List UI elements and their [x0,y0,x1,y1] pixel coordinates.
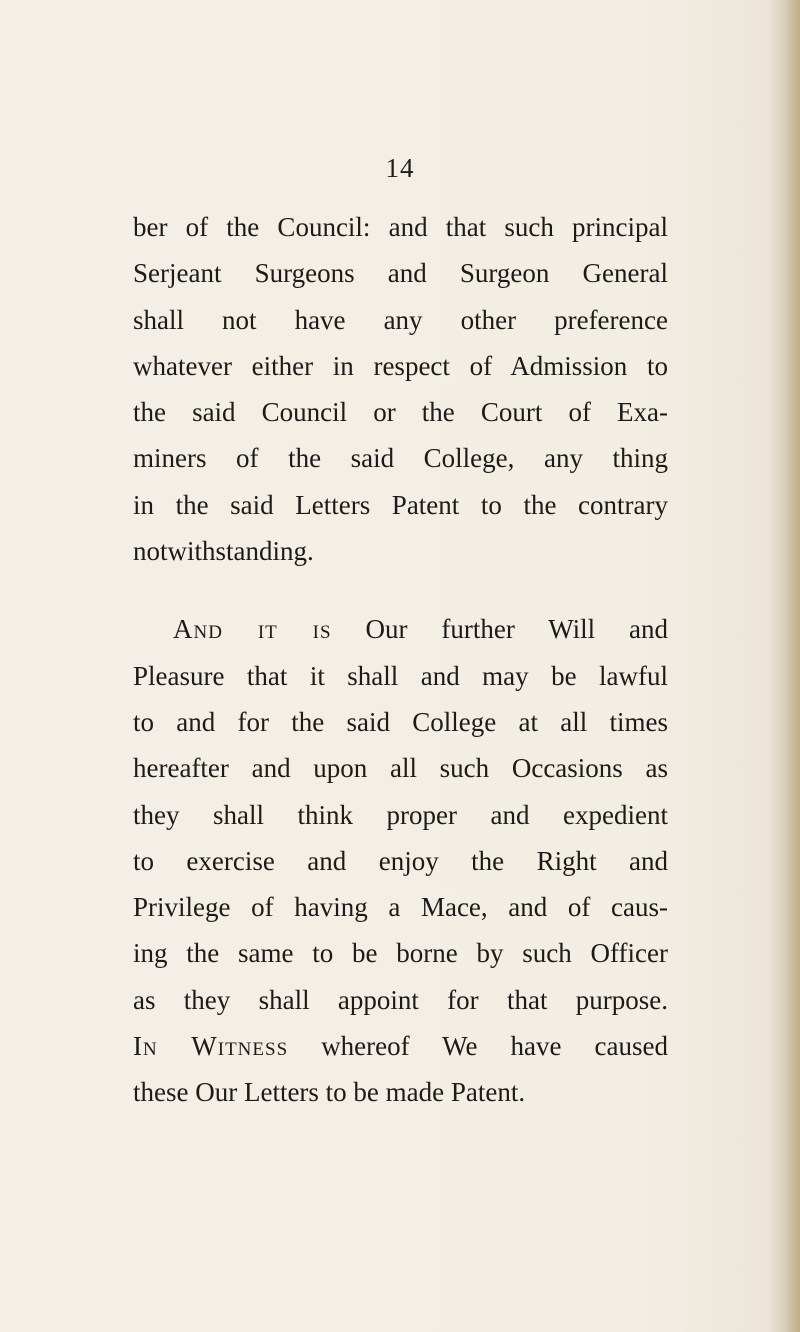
text-line: these Our Letters to be made Patent. [133,1077,526,1108]
text-line: to and for the said College at all times [133,706,668,737]
page-number: 14 [385,153,415,183]
text-line: Pleasure that it shall and may be lawful [133,660,668,691]
text-line: to exercise and enjoy the Right and [133,845,668,876]
text-line: Privilege of having a Mace, and of caus- [133,892,668,923]
text-line: notwithstanding. [133,536,314,567]
text-line: as they shall appoint for that purpose. [133,984,668,1015]
smallcaps-witness: In Witness [133,1031,289,1062]
paragraph-gap [133,574,668,606]
page-edge-shadow [786,0,800,1332]
text-line: miners of the said College, any thing [133,443,668,474]
text-line: they shall think proper and expedient [133,799,668,830]
text-line: ing the same to be borne by such Officer [133,938,668,969]
witness-line [133,1023,668,1069]
body-text [133,204,668,1116]
text-line: whatever either in respect of Admission to [133,350,668,381]
text-line: the said Council or the Court of Exa- [133,397,668,428]
witness-line-rest: whereof We have caused [321,1031,668,1062]
smallcaps-lead: And it is [173,614,332,645]
opening-line-rest: Our further Will and [365,614,669,645]
text-line: ber of the Council: and that such principal [133,212,668,242]
text-line: shall not have any other preference [133,304,668,335]
paragraph-opening-line [133,606,668,652]
text-line: in the said Letters Patent to the contrary [133,489,668,520]
text-line: Serjeant Surgeons and Surgeon General [133,258,668,289]
text-line: hereafter and upon all such Occasions as [133,753,668,784]
